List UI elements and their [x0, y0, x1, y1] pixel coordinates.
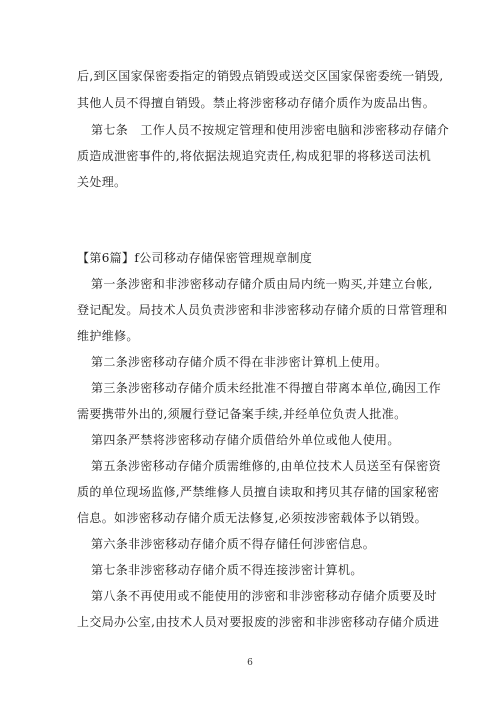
text-line: 第五条涉密移动存储介质需维修的,由单位技术人员送至有保密资 [91, 459, 441, 473]
text-line: 维护维修。 [77, 329, 139, 343]
text-line: 第四条严禁将涉密移动存储介质借给外单位或他人使用。 [91, 433, 400, 447]
page-number: 6 [247, 658, 253, 668]
text-line: 上交局办公室,由技术人员对要报废的涉密和非涉密移动存储介质进 [77, 615, 440, 629]
text-line: 第六条非涉密移动存储介质不得存储任何涉密信息。 [91, 537, 376, 551]
text-line: 第一条涉密和非涉密移动存储介质由局内统一购买,并建立台帐, [91, 277, 433, 291]
section-heading: 【第6篇】f公司移动存储保密管理规章制度 [77, 251, 313, 265]
text-line: 登记配发。局技术人员负责涉密和非涉密移动存储介质的日常管理和 [77, 303, 448, 317]
text-line: 后,到区国家保密委指定的销毁点销毁或送交区国家保密委统一销毁, [77, 69, 444, 83]
text-line: 第七条非涉密移动存储介质不得连接涉密计算机。 [91, 563, 363, 577]
text-line: 需要携带外出的,须履行登记备案手续,并经单位负责人批准。 [77, 407, 407, 421]
text-line: 第二条涉密移动存储介质不得在非涉密计算机上使用。 [91, 355, 388, 369]
text-line: 第七条 工作人员不按规定管理和使用涉密电脑和涉密移动存储介 [91, 123, 450, 137]
text-line: 质造成泄密事件的,将依据法规追究责任,构成犯罪的将移送司法机 [77, 149, 432, 163]
text-line: 质的单位现场监修,严禁维修人员擅自读取和拷贝其存储的国家秘密 [77, 485, 440, 499]
text-line: 信息。如涉密移动存储介质无法修复,必须按涉密载体予以销毁。 [77, 511, 427, 525]
text-line: 其他人员不得擅自销毁。禁止将涉密移动存储介质作为废品出售。 [77, 96, 436, 110]
text-line: 第三条涉密移动存储介质未经批准不得擅自带离本单位,确因工作 [91, 381, 441, 395]
text-line: 第八条不再使用或不能使用的涉密和非涉密移动存储介质要及时 [91, 589, 437, 603]
text-line: 关处理。 [77, 175, 127, 189]
